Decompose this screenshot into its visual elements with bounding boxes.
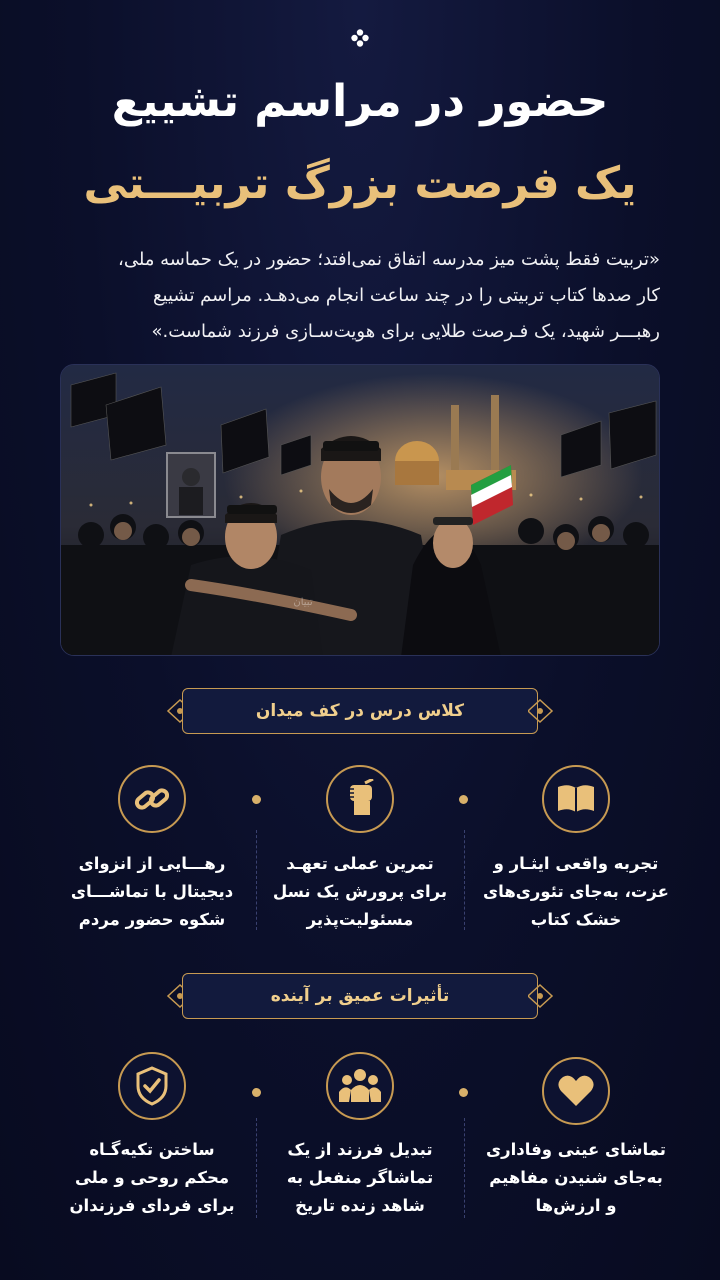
shield-check-icon: [118, 1052, 186, 1120]
intro-line: «تربیت فقط پشت میز مدرسه اتفاق نمی‌افتد؛ حضور در یک حماسه ملی،: [118, 249, 660, 270]
section-title: کلاس درس در کف میدان: [255, 701, 465, 721]
funeral-crowd-photo: [60, 364, 660, 656]
separator-line: [256, 1118, 257, 1218]
separator-dot: [252, 795, 261, 804]
impact-item-3-caption: ساختن تکیه‌گـاه محکم روحی و ملی برای فردای فرزندان: [69, 1140, 235, 1215]
separator-dot: [459, 795, 468, 804]
separator-line: [464, 1118, 465, 1218]
section-banner-impacts: [166, 973, 554, 1019]
classroom-item-1-caption: تجربه واقعی ایثـار و عزت، به‌جای تئوری‌های خشک کتاب: [483, 854, 669, 929]
separator-dot: [252, 1088, 261, 1097]
intro-line: رهبـــر شهید، یک فـرصت طلایی برای هویت‌سـازی فرزند شماست.»: [151, 321, 660, 342]
watermark-text: تبیان: [293, 597, 313, 608]
section-banner-classroom: [166, 688, 554, 734]
section-title: تأثیرات عمیق بر آینده: [270, 986, 450, 1006]
impact-item-1-caption: تماشای عینی وفاداری به‌جای شنیدن مفاهیم و ارزش‌ها: [486, 1140, 666, 1215]
tebyan-logo-icon: [350, 28, 370, 48]
heart-icon: [542, 1057, 610, 1125]
broken-chain-icon: [118, 765, 186, 833]
separator-dot: [459, 1088, 468, 1097]
page-title: حضور در مراسم تشییع: [111, 76, 609, 127]
page-subtitle: یک فرصت بزرگ تربیـــتی: [83, 158, 637, 209]
raised-fist-icon: [326, 765, 394, 833]
separator-line: [464, 830, 465, 930]
people-group-icon: [326, 1052, 394, 1120]
book-icon: [542, 765, 610, 833]
classroom-item-3-caption: رهـــایی از انزوای دیجیتال با تماشـــای شکوه حضور مردم: [70, 854, 234, 929]
ornament-icon: [528, 696, 554, 726]
ornament-icon: [528, 981, 554, 1011]
intro-paragraph: [60, 242, 660, 350]
classroom-item-2-caption: تمرین عملی تعهـد برای پرورش یک نسل مسئولیت‌پذیر: [272, 854, 448, 929]
intro-line: کار صدها کتاب تربیتی را در چند ساعت انجام می‌دهـد. مراسم تشییع: [152, 285, 660, 306]
separator-line: [256, 830, 257, 930]
impact-item-2-caption: تبدیل فرزند از یک تماشاگر منفعل به شاهد زنده تاریخ: [286, 1140, 434, 1215]
